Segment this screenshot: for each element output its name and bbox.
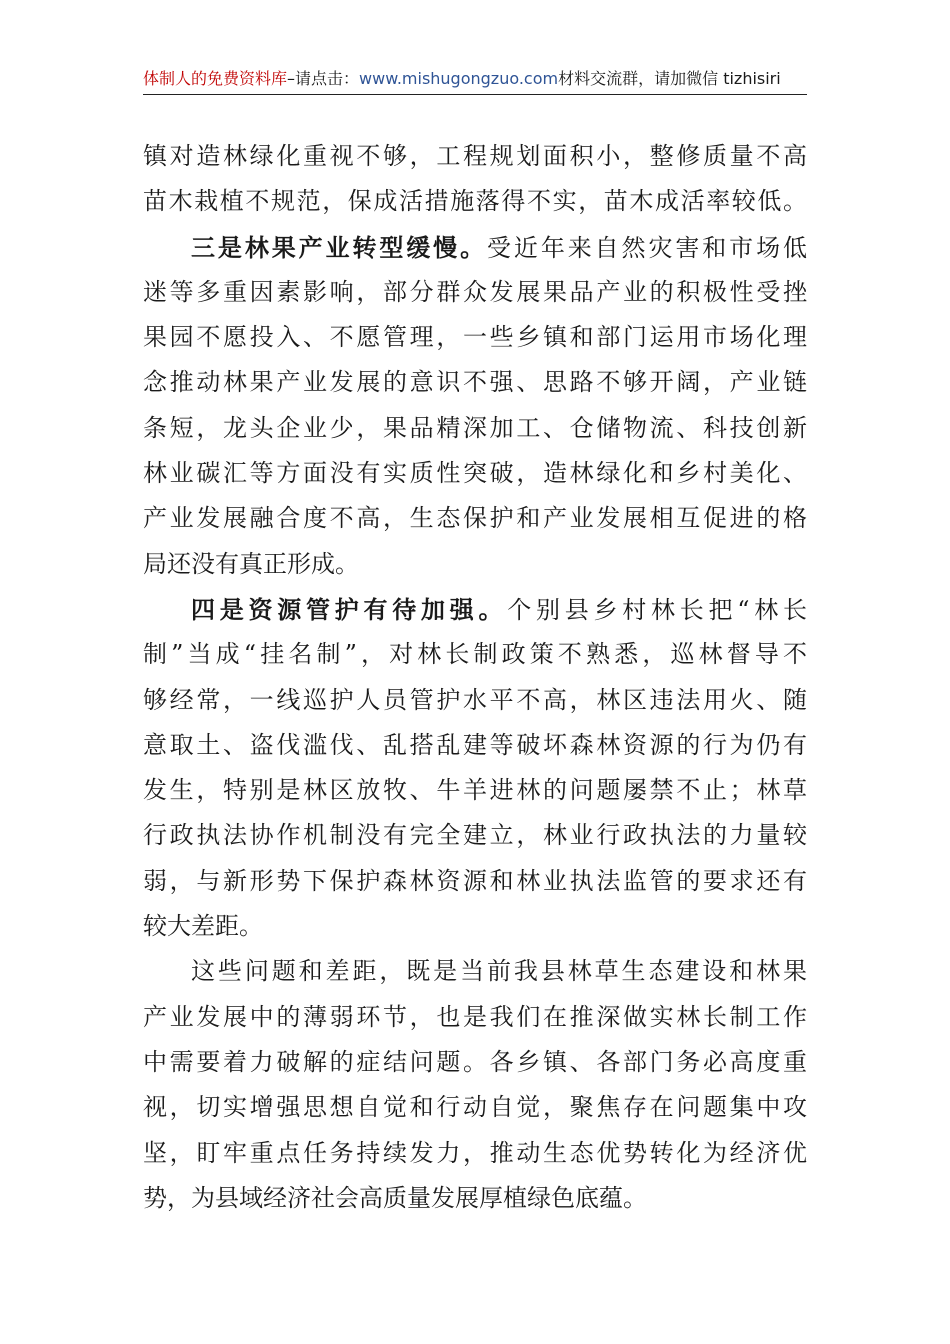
text-line: 弱，与新形势下保护森林资源和林业执法监管的要求还有 (143, 866, 807, 895)
text-line: 够经常，一线巡护人员管护水平不高，林区违法用火、随 (143, 685, 807, 714)
text-line: 中需要着力破解的症结问题。各乡镇、各部门务必高度重 (143, 1047, 807, 1076)
text-line: 发生，特别是林区放牧、牛羊进林的问题屡禁不止；林草 (143, 776, 807, 805)
header-contact: 材料交流群，请加微信 tizhisiri (558, 69, 781, 88)
text-line: 镇对造林绿化重视不够，工程规划面积小，整修质量不高 (143, 142, 807, 170)
header-title: 体制人的免费资料库 (143, 69, 288, 88)
text-line: 较大差距。 (143, 912, 263, 941)
text-line: 势，为县域经济社会高质量发展厚植绿色底蕴。 (143, 1183, 647, 1212)
document-body (143, 134, 807, 1221)
paragraph-first-line (143, 587, 807, 632)
paragraph-text: 个别县乡村林长把“林长 (507, 595, 807, 624)
paragraph-heading: 四是资源管护有待加强。 (191, 594, 508, 624)
text-line: 局还没有真正形成。 (143, 549, 359, 578)
text-line: 坚，盯牢重点任务持续发力，推动生态优势转化为经济优 (143, 1138, 807, 1167)
text-line: 迷等多重因素影响，部分群众发展果品产业的积极性受挫 (143, 277, 807, 306)
text-line: 果园不愿投入、不愿管理，一些乡镇和部门运用市场化理 (143, 323, 807, 352)
page-header (143, 66, 807, 92)
text-line: 产业发展融合度不高，生态保护和产业发展相互促进的格 (143, 504, 807, 533)
header-link[interactable]: www.mishugongzuo.com (359, 69, 559, 88)
text-line: 念推动林果产业发展的意识不强、思路不够开阔，产业链 (143, 368, 807, 397)
text-line: 行政执法协作机制没有完全建立，林业行政执法的力量较 (143, 821, 807, 850)
paragraph-heading: 三是林果产业转型缓慢。 (191, 232, 487, 262)
text-line: 苗木栽植不规范，保成活措施落得不实，苗木成活率较低。 (143, 187, 807, 216)
text-line: 条短，龙头企业少，果品精深加工、仓储物流、科技创新 (143, 413, 807, 442)
text-line: 产业发展中的薄弱环节，也是我们在推深做实林长制工作 (143, 1002, 807, 1031)
paragraph-text: 受近年来自然灾害和市场低 (487, 233, 807, 262)
text-line: 林业碳汇等方面没有实质性突破，造林绿化和乡村美化、 (143, 459, 807, 488)
text-line: 意取土、盗伐滥伐、乱搭乱建等破坏森林资源的行为仍有 (143, 730, 807, 759)
paragraph-first-line (143, 225, 807, 270)
text-line: 制”当成“挂名制”，对林长制政策不熟悉，巡林督导不 (143, 640, 807, 669)
header-prompt: –请点击： (287, 69, 360, 88)
header-divider (143, 94, 807, 95)
paragraph-first-line: 这些问题和差距，既是当前我县林草生态建设和林果 (191, 957, 807, 986)
text-line: 视，切实增强思想自觉和行动自觉，聚焦存在问题集中攻 (143, 1093, 807, 1122)
